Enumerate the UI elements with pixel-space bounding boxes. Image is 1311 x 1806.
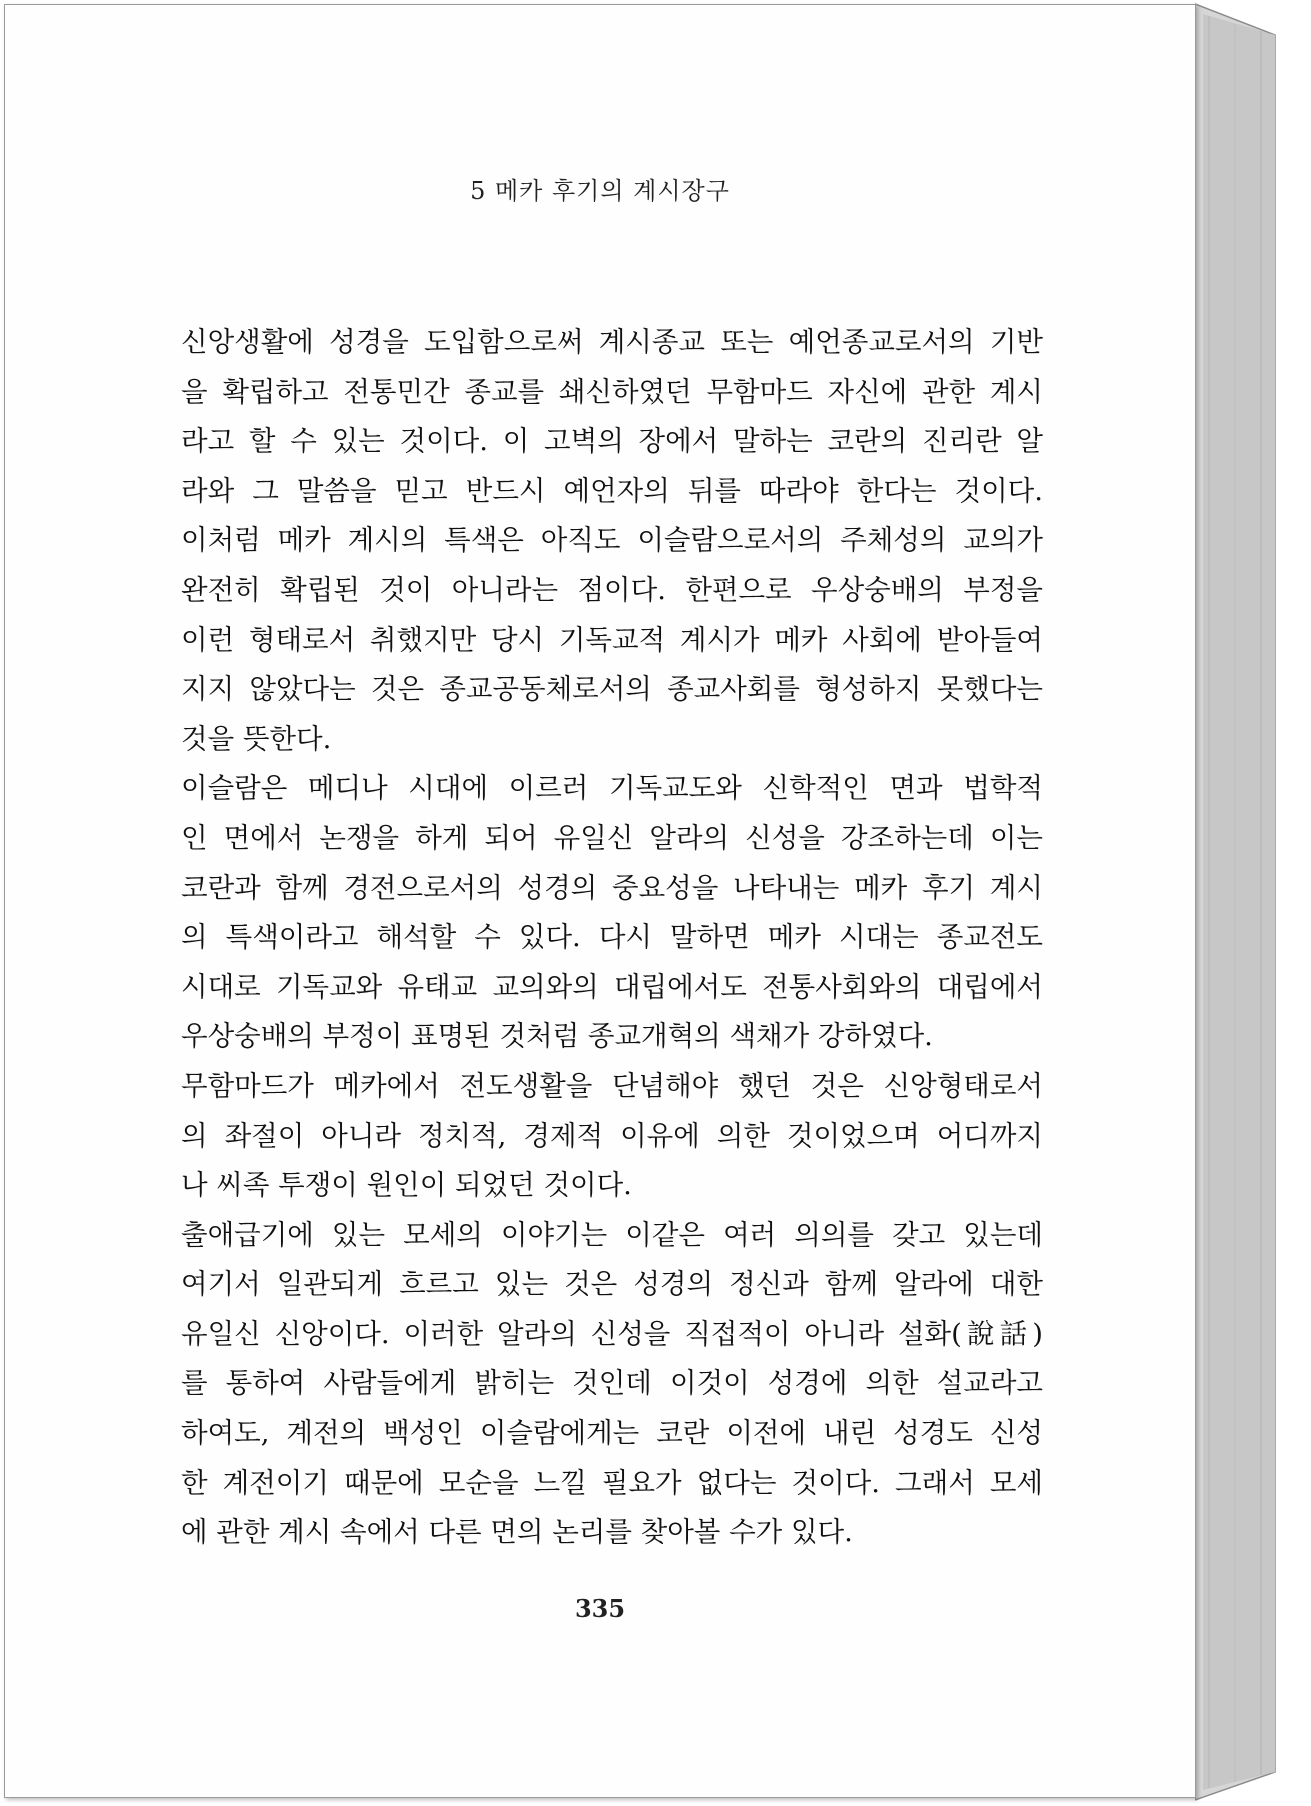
text-line: 시대로 기독교와 유태교 교의와의 대립에서도 전통사회와의 대립에서 <box>181 970 1043 1003</box>
text-line: 여기서 일관되게 흐르고 있는 것은 성경의 정신과 함께 알라에 대한 <box>181 1268 1043 1301</box>
book-page <box>4 4 1196 1798</box>
text-line: 무함마드가 메카에서 전도생활을 단념해야 했던 것은 신앙형태로서 <box>181 1069 1043 1102</box>
text-line: 라고 할 수 있는 것이다. 이 고벽의 장에서 말하는 코란의 진리란 알 <box>181 425 1043 458</box>
running-head: 5 메카 후기의 계시장구 <box>470 177 730 205</box>
text-line: 것을 뜻한다. <box>181 722 332 755</box>
text-line: 이처럼 메카 계시의 특색은 아직도 이슬람으로서의 주체성의 교의가 <box>181 524 1043 557</box>
text-line: 라와 그 말씀을 믿고 반드시 예언자의 뒤를 따라야 한다는 것이다. <box>181 474 1043 507</box>
text-line: 에 관한 계시 속에서 다른 면의 논리를 찾아볼 수가 있다. <box>181 1516 853 1549</box>
text-line: 우상숭배의 부정이 표명된 것처럼 종교개혁의 색채가 강하였다. <box>181 1020 933 1053</box>
text-line: 완전히 확립된 것이 아니라는 점이다. 한편으로 우상숭배의 부정을 <box>181 573 1043 606</box>
text-line: 신앙생활에 성경을 도입함으로써 계시종교 또는 예언종교로서의 기반 <box>181 326 1043 358</box>
book-page-edges <box>1195 0 1311 1806</box>
text-line: 를 통하여 사람들에게 밝히는 것인데 이것이 성경에 의한 설교라고 <box>181 1367 1043 1400</box>
text-line: 지지 않았다는 것은 종교공동체로서의 종교사회를 형성하지 못했다는 <box>181 673 1043 706</box>
text-line: 한 계전이기 때문에 모순을 느낄 필요가 없다는 것이다. 그래서 모세 <box>181 1466 1043 1499</box>
text-line: 인 면에서 논쟁을 하게 되어 유일신 알라의 신성을 강조하는데 이는 <box>181 821 1043 854</box>
text-line: 이슬람은 메디나 시대에 이르러 기독교도와 신학적인 면과 법학적 <box>181 772 1043 805</box>
text-line: 하여도, 계전의 백성인 이슬람에게는 코란 이전에 내린 성경도 신성 <box>181 1417 1043 1450</box>
page-number: 335 <box>574 1594 626 1623</box>
text-line: 출애급기에 있는 모세의 이야기는 이같은 여러 의의를 갖고 있는데 <box>181 1218 1043 1251</box>
text-line: 을 확립하고 전통민간 종교를 쇄신하였던 무함마드 자신에 관한 계시 <box>181 375 1043 408</box>
text-line: 나 씨족 투쟁이 원인이 되었던 것이다. <box>181 1169 632 1202</box>
text-line: 의 특색이라고 해석할 수 있다. 다시 말하면 메카 시대는 종교전도 <box>181 921 1043 954</box>
text-line: 코란과 함께 경전으로서의 성경의 중요성을 나타내는 메카 후기 계시 <box>181 871 1043 904</box>
text-line: 의 좌절이 아니라 정치적, 경제적 이유에 의한 것이었으며 어디까지 <box>181 1119 1043 1152</box>
text-line: 유일신 신앙이다. 이러한 알라의 신성을 직접적이 아니라 설화(說話) <box>181 1317 1043 1350</box>
text-line: 이런 형태로서 취했지만 당시 기독교적 계시가 메카 사회에 받아들여 <box>181 623 1043 656</box>
body-text <box>181 318 1043 1558</box>
